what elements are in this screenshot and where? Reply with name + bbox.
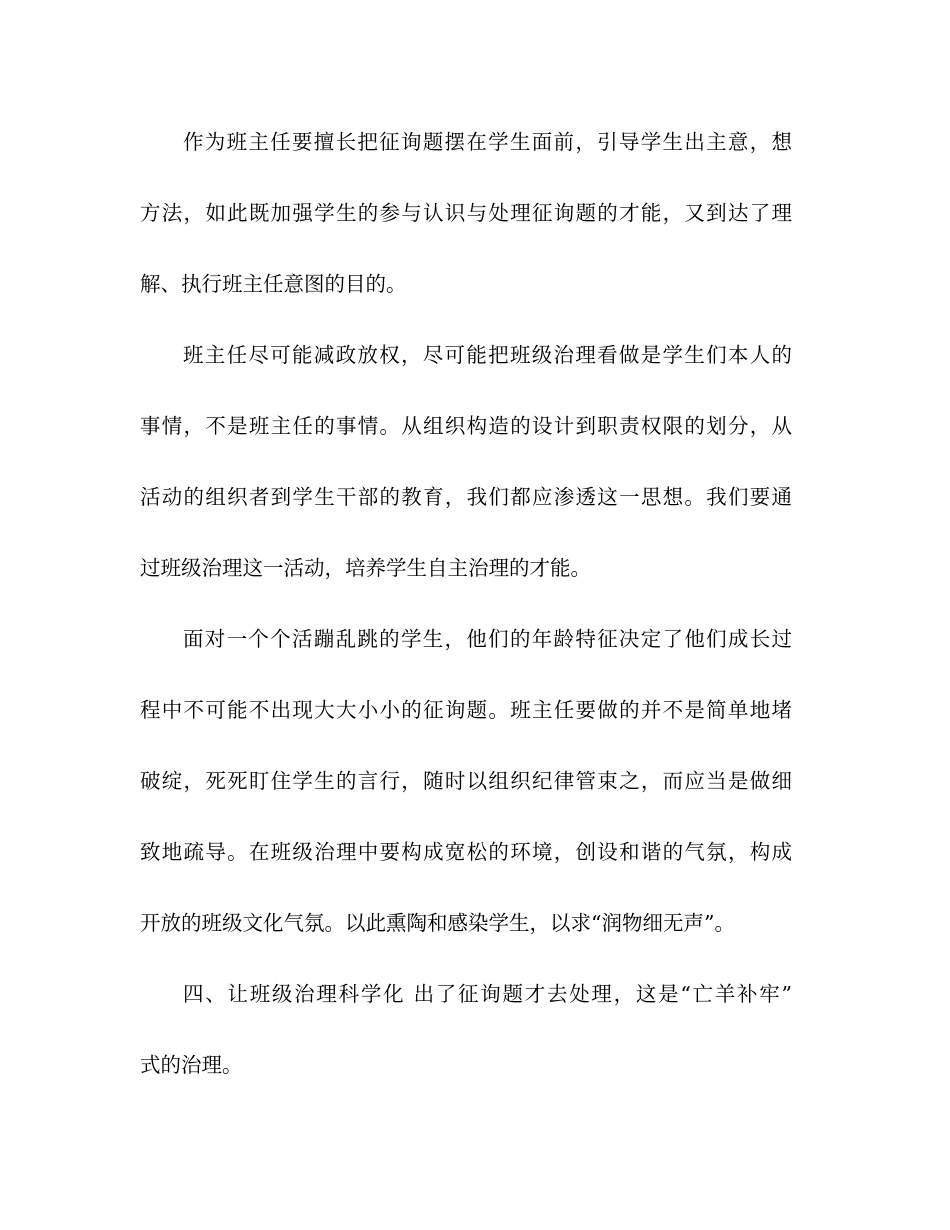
text-line: 四、让班级治理科学化 出了征询题才去处理，这是“亡羊补牢” bbox=[183, 982, 792, 1006]
text-line: 方法，如此既加强学生的参与认识与处理征询题的才能，又到达了理 bbox=[140, 201, 792, 225]
text-line: 破绽，死死盯住学生的言行，随时以组织纪律管束之，而应当是做细 bbox=[140, 769, 792, 793]
text-line: 活动的组织者到学生干部的教育，我们都应渗透这一思想。我们要通 bbox=[140, 485, 792, 509]
text-line: 开放的班级文化气氛。以此熏陶和感染学生，以求“润物细无声”。 bbox=[140, 911, 735, 935]
document-body bbox=[140, 107, 792, 1101]
text-line: 程中不可能不出现大大小小的征询题。班主任要做的并不是简单地堵 bbox=[140, 698, 792, 722]
paragraph bbox=[140, 959, 792, 1101]
text-line: 过班级治理这一活动，培养学生自主治理的才能。 bbox=[140, 556, 591, 580]
text-line: 式的治理。 bbox=[140, 1053, 243, 1077]
text-line: 作为班主任要擅长把征询题摆在学生面前，引导学生出主意，想 bbox=[183, 130, 792, 154]
paragraph bbox=[140, 604, 792, 959]
text-line: 面对一个个活蹦乱跳的学生，他们的年龄特征决定了他们成长过 bbox=[183, 627, 792, 651]
text-line: 班主任尽可能减政放权，尽可能把班级治理看做是学生们本人的 bbox=[183, 343, 792, 367]
paragraph bbox=[140, 320, 792, 604]
text-line: 致地疏导。在班级治理中要构成宽松的环境，创设和谐的气氛，构成 bbox=[140, 840, 792, 864]
text-line: 事情，不是班主任的事情。从组织构造的设计到职责权限的划分，从 bbox=[140, 414, 792, 438]
paragraph bbox=[140, 107, 792, 320]
text-line: 解、执行班主任意图的目的。 bbox=[140, 272, 407, 296]
